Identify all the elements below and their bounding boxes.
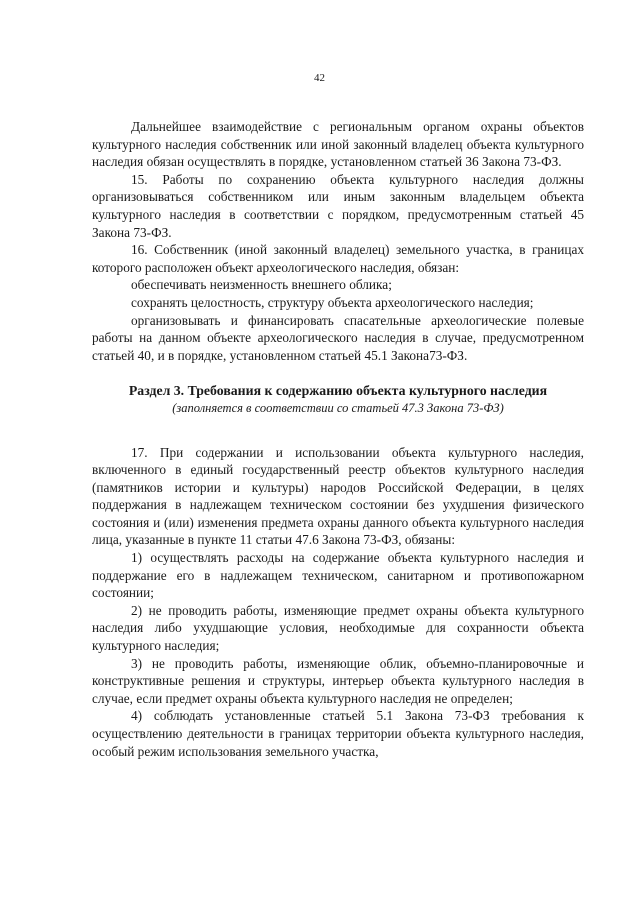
page-number: 42 — [314, 72, 325, 84]
list-item: 4) соблюдать установленные статьей 5.1 Закона 73-ФЗ требования к осуществлению деятельности в границах территории объекта культурного наследия, особый режим использования земельного участка, — [92, 708, 584, 759]
paragraph: Дальнейшее взаимодействие с региональным органом охраны объектов культурного наследия собственник или иной законный владелец объекта культурного наследия обязан осуществлять в порядке, установленном статьей 36 Закона 73-ФЗ. — [92, 119, 584, 170]
document-body — [92, 118, 584, 760]
spacer — [92, 418, 584, 444]
section-title: Раздел 3. Требования к содержанию объекта культурного наследия — [128, 383, 548, 399]
list-item: 1) осуществлять расходы на содержание объекта культурного наследия и поддержание его в надлежащем техническом, санитарном и противопожарном состоянии; — [92, 550, 584, 601]
spacer — [92, 364, 584, 382]
paragraph: сохранять целостность, структуру объекта археологического наследия; — [131, 294, 534, 310]
paragraph: 16. Собственник (иной законный владелец) земельного участка, в границах которого расположен объект археологического наследия, обязан: — [92, 242, 584, 275]
paragraph: организовывать и финансировать спасательные археологические полевые работы на данном объекте археологического наследия в случае, предусмотренном статьей 40, и в порядке, установленном статьей 45.1 Закона73-ФЗ. — [92, 312, 584, 363]
list-item: 2) не проводить работы, изменяющие предмет охраны объекта культурного наследия либо ухудшающие условия, необходимые для сохранности объекта культурного наследия; — [92, 602, 584, 654]
section-subtitle: (заполняется в соответствии со статьей 47.3 Закона 73-ФЗ) — [172, 400, 504, 415]
paragraph: 15. Работы по сохранению объекта культурного наследия должны организовываться собственником или иным законным владельцем объекта культурного наследия в соответствии с порядком, предусмотренным статьей 45 Закона 73-ФЗ. — [92, 171, 584, 240]
list-item: 3) не проводить работы, изменяющие облик, объемно-планировочные и конструктивные решения и структуры, интерьер объекта культурного наследия в случае, если предмет охраны объекта культурного наследия не определен; — [92, 655, 584, 706]
paragraph: обеспечивать неизменность внешнего облика; — [131, 277, 392, 293]
paragraph: 17. При содержании и использовании объекта культурного наследия, включенного в единый государственный реестр объектов культурного наследия (памятников истории и культуры) народов Российской Федерации, в целях поддержания в надлежащем техническом состоянии без ухудшения физического состояния и (или) изменения предмета охраны данного объекта культурного наследия лица, указанные в пункте 11 статьи 47.6 Закона 73-ФЗ, обязаны: — [92, 444, 584, 548]
